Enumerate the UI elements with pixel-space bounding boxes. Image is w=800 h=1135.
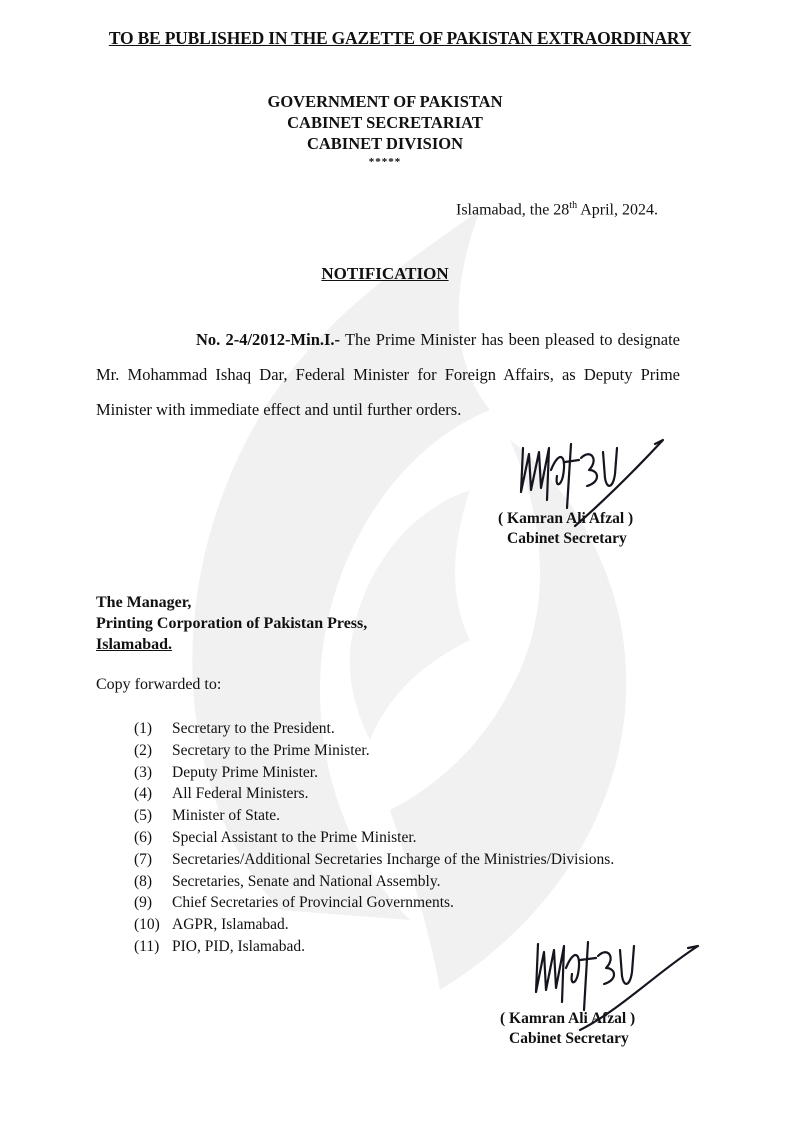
list-item-text: Deputy Prime Minister. xyxy=(172,763,318,781)
date-prefix: Islamabad, the 28 xyxy=(456,201,570,219)
date-suffix: April, 2024. xyxy=(577,201,658,219)
addressee-block xyxy=(96,592,367,655)
list-item-number: (4) xyxy=(134,785,153,803)
list-item xyxy=(134,718,614,740)
list-item-text: Secretary to the Prime Minister. xyxy=(172,741,370,759)
list-item-number: (2) xyxy=(134,741,153,759)
signature-image xyxy=(515,430,675,535)
list-item-text: AGPR, Islamabad. xyxy=(172,916,289,934)
list-item-text: Secretaries/Additional Secretaries Incharge of the Ministries/Divisions. xyxy=(172,850,615,868)
signatory-designation: Cabinet Secretary xyxy=(507,530,627,547)
list-item-number: (1) xyxy=(134,720,153,737)
notification-title: NOTIFICATION xyxy=(321,264,449,283)
gazette-header: TO BE PUBLISHED IN THE GAZETTE OF PAKISTAN EXTRAORDINARY xyxy=(108,28,692,48)
addressee-line-2: Printing Corporation of Pakistan Press, xyxy=(96,615,368,632)
government-heading: GOVERNMENT OF PAKISTAN xyxy=(267,92,503,111)
list-item xyxy=(134,783,614,805)
list-item xyxy=(134,871,614,893)
issue-date xyxy=(456,200,658,219)
list-item xyxy=(134,762,614,784)
list-item xyxy=(134,849,614,871)
list-item-text: Special Assistant to the Prime Minister. xyxy=(172,828,417,846)
addressee-line-3: Islamabad. xyxy=(96,636,173,653)
list-item xyxy=(134,740,614,762)
copy-list xyxy=(134,718,614,958)
signature-image-2 xyxy=(530,930,705,1040)
secretariat-heading: CABINET SECRETARIAT xyxy=(287,113,483,132)
addressee-line-1: The Manager, xyxy=(96,594,192,611)
signatory-name-2: ( Kamran Ali Afzal ) xyxy=(500,1010,636,1027)
list-item-text: Minister of State. xyxy=(172,807,281,825)
list-item-text: PIO, PID, Islamabad. xyxy=(172,937,306,955)
list-item xyxy=(134,827,614,849)
list-item-number: (3) xyxy=(134,763,153,781)
list-item-number: (5) xyxy=(134,807,153,825)
list-item-number: (8) xyxy=(134,872,153,890)
list-item xyxy=(134,892,614,914)
signatory-designation-2: Cabinet Secretary xyxy=(509,1030,629,1047)
heading-stars: ***** xyxy=(368,156,402,168)
list-item-text: Secretaries, Senate and National Assembly. xyxy=(172,872,441,890)
list-item-number: (11) xyxy=(134,937,160,955)
list-item xyxy=(134,805,614,827)
date-superscript: th xyxy=(569,200,578,211)
list-item-text: Chief Secretaries of Provincial Governments. xyxy=(172,894,454,912)
notification-text: The Prime Minister has been pleased to designate Mr. Mohammad Ishaq Dar, Federal Minister for Foreign Affairs, as Deputy Prime Minister with immediate effect and until further orders. xyxy=(96,330,680,419)
list-item-number: (7) xyxy=(134,850,153,868)
copy-forwarded-label: Copy forwarded to: xyxy=(96,676,222,693)
list-item-text: All Federal Ministers. xyxy=(172,785,309,803)
notification-reference: No. 2-4/2012-Min.I.- xyxy=(196,330,341,349)
list-item-number: (9) xyxy=(134,894,153,912)
division-heading: CABINET DIVISION xyxy=(306,134,464,153)
signatory-name: ( Kamran Ali Afzal ) xyxy=(498,510,634,527)
list-item-text: Secretary to the President. xyxy=(172,720,335,737)
list-item-number: (10) xyxy=(134,916,160,934)
notification-body xyxy=(96,322,680,427)
list-item-number: (6) xyxy=(134,828,153,846)
